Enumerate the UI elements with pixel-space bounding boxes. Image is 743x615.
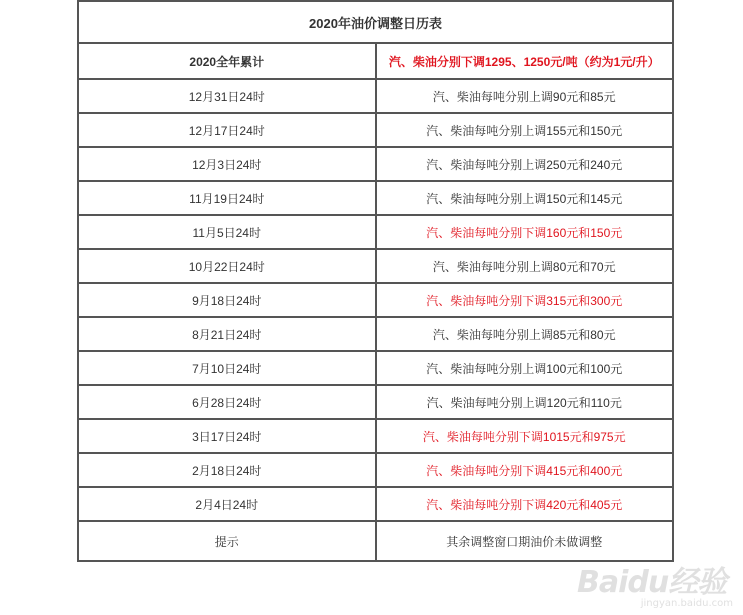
row-adjustment: 汽、柴油每吨分别上调80元和70元 <box>376 249 674 283</box>
table-row <box>78 215 673 249</box>
row-adjustment: 汽、柴油每吨分别下调315元和300元 <box>376 283 674 317</box>
row-date: 2月18日24时 <box>78 453 376 487</box>
row-adjustment: 汽、柴油每吨分别上调85元和80元 <box>376 317 674 351</box>
row-date: 12月31日24时 <box>78 79 376 113</box>
row-date: 3日17日24时 <box>78 419 376 453</box>
table-row <box>78 351 673 385</box>
row-adjustment: 汽、柴油每吨分别上调150元和145元 <box>376 181 674 215</box>
oil-price-calendar-table <box>77 0 674 562</box>
summary-value: 汽、柴油分别下调1295、1250元/吨（约为1元/升） <box>376 43 674 79</box>
row-date: 7月10日24时 <box>78 351 376 385</box>
table-row <box>78 249 673 283</box>
table-row <box>78 79 673 113</box>
summary-row <box>78 43 673 79</box>
row-date: 2月4日24时 <box>78 487 376 521</box>
watermark-logo-text: Baidu经验 <box>577 565 727 600</box>
row-date: 11月19日24时 <box>78 181 376 215</box>
row-adjustment: 汽、柴油每吨分别下调1015元和975元 <box>376 419 674 453</box>
table-row <box>78 453 673 487</box>
table-title-row <box>78 1 673 43</box>
row-adjustment: 汽、柴油每吨分别下调160元和150元 <box>376 215 674 249</box>
table-row <box>78 487 673 521</box>
row-adjustment: 汽、柴油每吨分别下调420元和405元 <box>376 487 674 521</box>
summary-label: 2020全年累计 <box>78 43 376 79</box>
row-date: 9月18日24时 <box>78 283 376 317</box>
row-adjustment: 汽、柴油每吨分别上调90元和85元 <box>376 79 674 113</box>
table-row <box>78 283 673 317</box>
table-row <box>78 147 673 181</box>
row-date: 8月21日24时 <box>78 317 376 351</box>
table-row <box>78 419 673 453</box>
row-date: 11月5日24时 <box>78 215 376 249</box>
row-date: 12月17日24时 <box>78 113 376 147</box>
row-adjustment: 汽、柴油每吨分别上调155元和150元 <box>376 113 674 147</box>
row-adjustment: 汽、柴油每吨分别下调415元和400元 <box>376 453 674 487</box>
watermark-url: jingyan.baidu.com <box>640 598 733 609</box>
tip-value: 其余调整窗口期油价未做调整 <box>376 521 674 561</box>
row-adjustment: 汽、柴油每吨分别上调250元和240元 <box>376 147 674 181</box>
table-title: 2020年油价调整日历表 <box>78 1 673 43</box>
table-row <box>78 385 673 419</box>
table-row <box>78 113 673 147</box>
table-row <box>78 181 673 215</box>
tip-label: 提示 <box>78 521 376 561</box>
row-date: 6月28日24时 <box>78 385 376 419</box>
row-adjustment: 汽、柴油每吨分别上调100元和100元 <box>376 351 674 385</box>
row-date: 12月3日24时 <box>78 147 376 181</box>
table-row <box>78 317 673 351</box>
row-adjustment: 汽、柴油每吨分别上调120元和110元 <box>376 385 674 419</box>
tip-row <box>78 521 673 561</box>
row-date: 10月22日24时 <box>78 249 376 283</box>
